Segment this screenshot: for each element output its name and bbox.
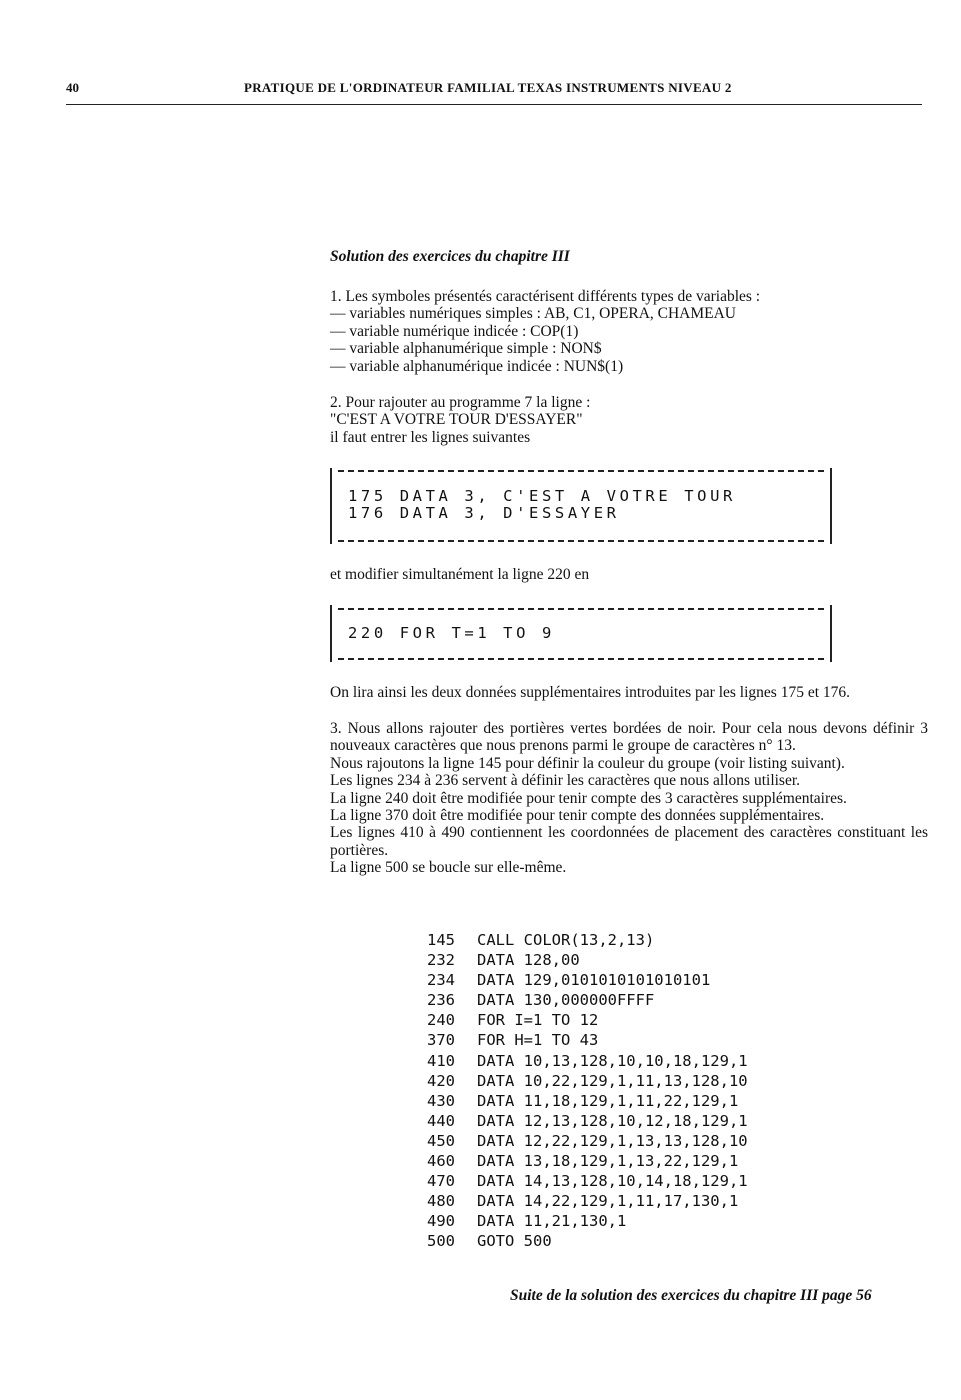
line-code: DATA 14,13,128,10,14,18,129,1	[477, 1172, 748, 1191]
line-code: DATA 12,22,129,1,13,13,128,10	[477, 1131, 748, 1150]
running-title: PRATIQUE DE L'ORDINATEUR FAMILIAL TEXAS INSTRUMENTS NIVEAU 2	[244, 80, 732, 95]
line-code: DATA 13,18,129,1,13,22,129,1	[477, 1152, 739, 1171]
line-code: DATA 10,22,129,1,11,13,128,10	[477, 1071, 748, 1090]
line-number: 490	[427, 1212, 455, 1231]
running-header	[66, 80, 922, 105]
exercise-1	[330, 288, 930, 375]
line-code: DATA 130,000000FFFF	[477, 991, 655, 1010]
line-number: 420	[427, 1071, 455, 1090]
code-box-220	[330, 605, 832, 662]
exercise-1-item: — variable alphanumérique simple : NON$	[330, 340, 602, 358]
exercise-2-middle-text	[330, 566, 930, 583]
line-number: 410	[427, 1051, 455, 1070]
line-code: DATA 12,13,128,10,12,18,129,1	[477, 1111, 748, 1130]
line-code: DATA 128,00	[477, 951, 580, 970]
listing-row	[427, 1091, 748, 1111]
listing-row	[427, 990, 748, 1010]
code-line: 175 DATA 3, C'EST A VOTRE TOUR	[348, 487, 736, 505]
listing-row	[427, 1231, 748, 1251]
program-listing	[427, 930, 748, 1252]
line-number: 480	[427, 1192, 455, 1211]
code-line: 220 FOR T=1 TO 9	[348, 624, 555, 642]
exercise-2-line: "C'EST A VOTRE TOUR D'ESSAYER"	[330, 411, 583, 429]
exercise-2-line: 2. Pour rajouter au programme 7 la ligne :	[330, 394, 591, 411]
box-dashed-top	[338, 608, 824, 610]
box-left-border	[330, 605, 332, 662]
line-number: 460	[427, 1152, 455, 1171]
code-line: 176 DATA 3, D'ESSAYER	[348, 504, 620, 522]
line-number: 232	[427, 951, 455, 970]
listing-row	[427, 1071, 748, 1091]
listing-row	[427, 1191, 748, 1211]
exercise-1-item: — variables numériques simples : AB, C1, OPERA, CHAMEAU	[330, 305, 736, 323]
line-code: GOTO 500	[477, 1232, 552, 1251]
code-box-175-176	[330, 468, 832, 544]
line-number: 470	[427, 1172, 455, 1191]
line-code: FOR H=1 TO 43	[477, 1031, 599, 1050]
exercise-3	[330, 720, 928, 877]
continuation-note: Suite de la solution des exercices du chapitre III page 56	[510, 1287, 872, 1304]
listing-row	[427, 950, 748, 970]
exercise-2-line: il faut entrer les lignes suivantes	[330, 428, 531, 446]
line-code: DATA 11,21,130,1	[477, 1212, 627, 1231]
listing-row	[427, 1151, 748, 1171]
box-right-border	[830, 605, 832, 662]
line-number: 236	[427, 991, 455, 1010]
box-left-border	[330, 468, 332, 544]
line-number: 440	[427, 1111, 455, 1130]
line-number: 240	[427, 1011, 455, 1030]
line-number: 450	[427, 1131, 455, 1150]
line-code: FOR I=1 TO 12	[477, 1011, 599, 1030]
conclusion-text: On lira ainsi les deux données supplémentaires introduites par les lignes 175 et 176.	[330, 684, 850, 701]
box-dashed-top	[338, 470, 824, 472]
exercise-3-paragraph: La ligne 500 se boucle sur elle-même.	[330, 859, 567, 877]
line-code: DATA 11,18,129,1,11,22,129,1	[477, 1091, 739, 1110]
exercise-3-paragraph: Les lignes 234 à 236 servent à définir les caractères que nous allons utiliser.	[330, 772, 801, 790]
listing-row	[427, 1010, 748, 1030]
listing-row	[427, 1051, 748, 1071]
line-number: 500	[427, 1232, 455, 1251]
line-number: 430	[427, 1091, 455, 1110]
exercise-3-paragraph: Les lignes 410 à 490 contiennent les coordonnées de placement des caractères constituant les portières.	[330, 824, 928, 859]
exercise-3-paragraph: La ligne 240 doit être modifiée pour tenir compte des 3 caractères supplémentaires.	[330, 789, 847, 807]
line-code: DATA 14,22,129,1,11,17,130,1	[477, 1192, 739, 1211]
line-code: DATA 10,13,128,10,10,18,129,1	[477, 1051, 748, 1070]
exercise-1-item: — variable alphanumérique indicée : NUN$(1)	[330, 357, 624, 375]
exercise-2-intro	[330, 394, 930, 446]
box-right-border	[830, 468, 832, 544]
line-code: DATA 129,0101010101010101	[477, 971, 711, 990]
listing-row	[427, 1171, 748, 1191]
listing-row	[427, 1131, 748, 1151]
listing-row	[427, 970, 748, 990]
exercise-2-conclusion	[330, 684, 930, 701]
line-number: 370	[427, 1031, 455, 1050]
box-dashed-bottom	[338, 540, 824, 542]
page-number: 40	[66, 80, 79, 95]
listing-row	[427, 1111, 748, 1131]
listing-row	[427, 930, 748, 950]
exercise-1-item: — variable numérique indicée : COP(1)	[330, 322, 579, 340]
section-title: Solution des exercices du chapitre III	[330, 248, 570, 265]
listing-row	[427, 1030, 748, 1050]
box-dashed-bottom	[338, 658, 824, 660]
exercise-3-paragraph: La ligne 370 doit être modifiée pour tenir compte des données supplémentaires.	[330, 807, 825, 825]
listing-row	[427, 1211, 748, 1231]
exercise-3-paragraph: Nous rajoutons la ligne 145 pour définir la couleur du groupe (voir listing suivant).	[330, 754, 845, 772]
line-number: 234	[427, 971, 455, 990]
line-number: 145	[427, 931, 455, 949]
exercise-1-intro: 1. Les symboles présentés caractérisent différents types de variables :	[330, 288, 761, 305]
line-code: CALL COLOR(13,2,13)	[477, 931, 655, 949]
middle-text: et modifier simultanément la ligne 220 en	[330, 566, 590, 583]
exercise-3-paragraph: 3. Nous allons rajouter des portières vertes bordées de noir. Pour cela nous devons définir 3 nouveaux caractères que nous prenons parmi le groupe de caractères n° 13.	[330, 720, 928, 755]
